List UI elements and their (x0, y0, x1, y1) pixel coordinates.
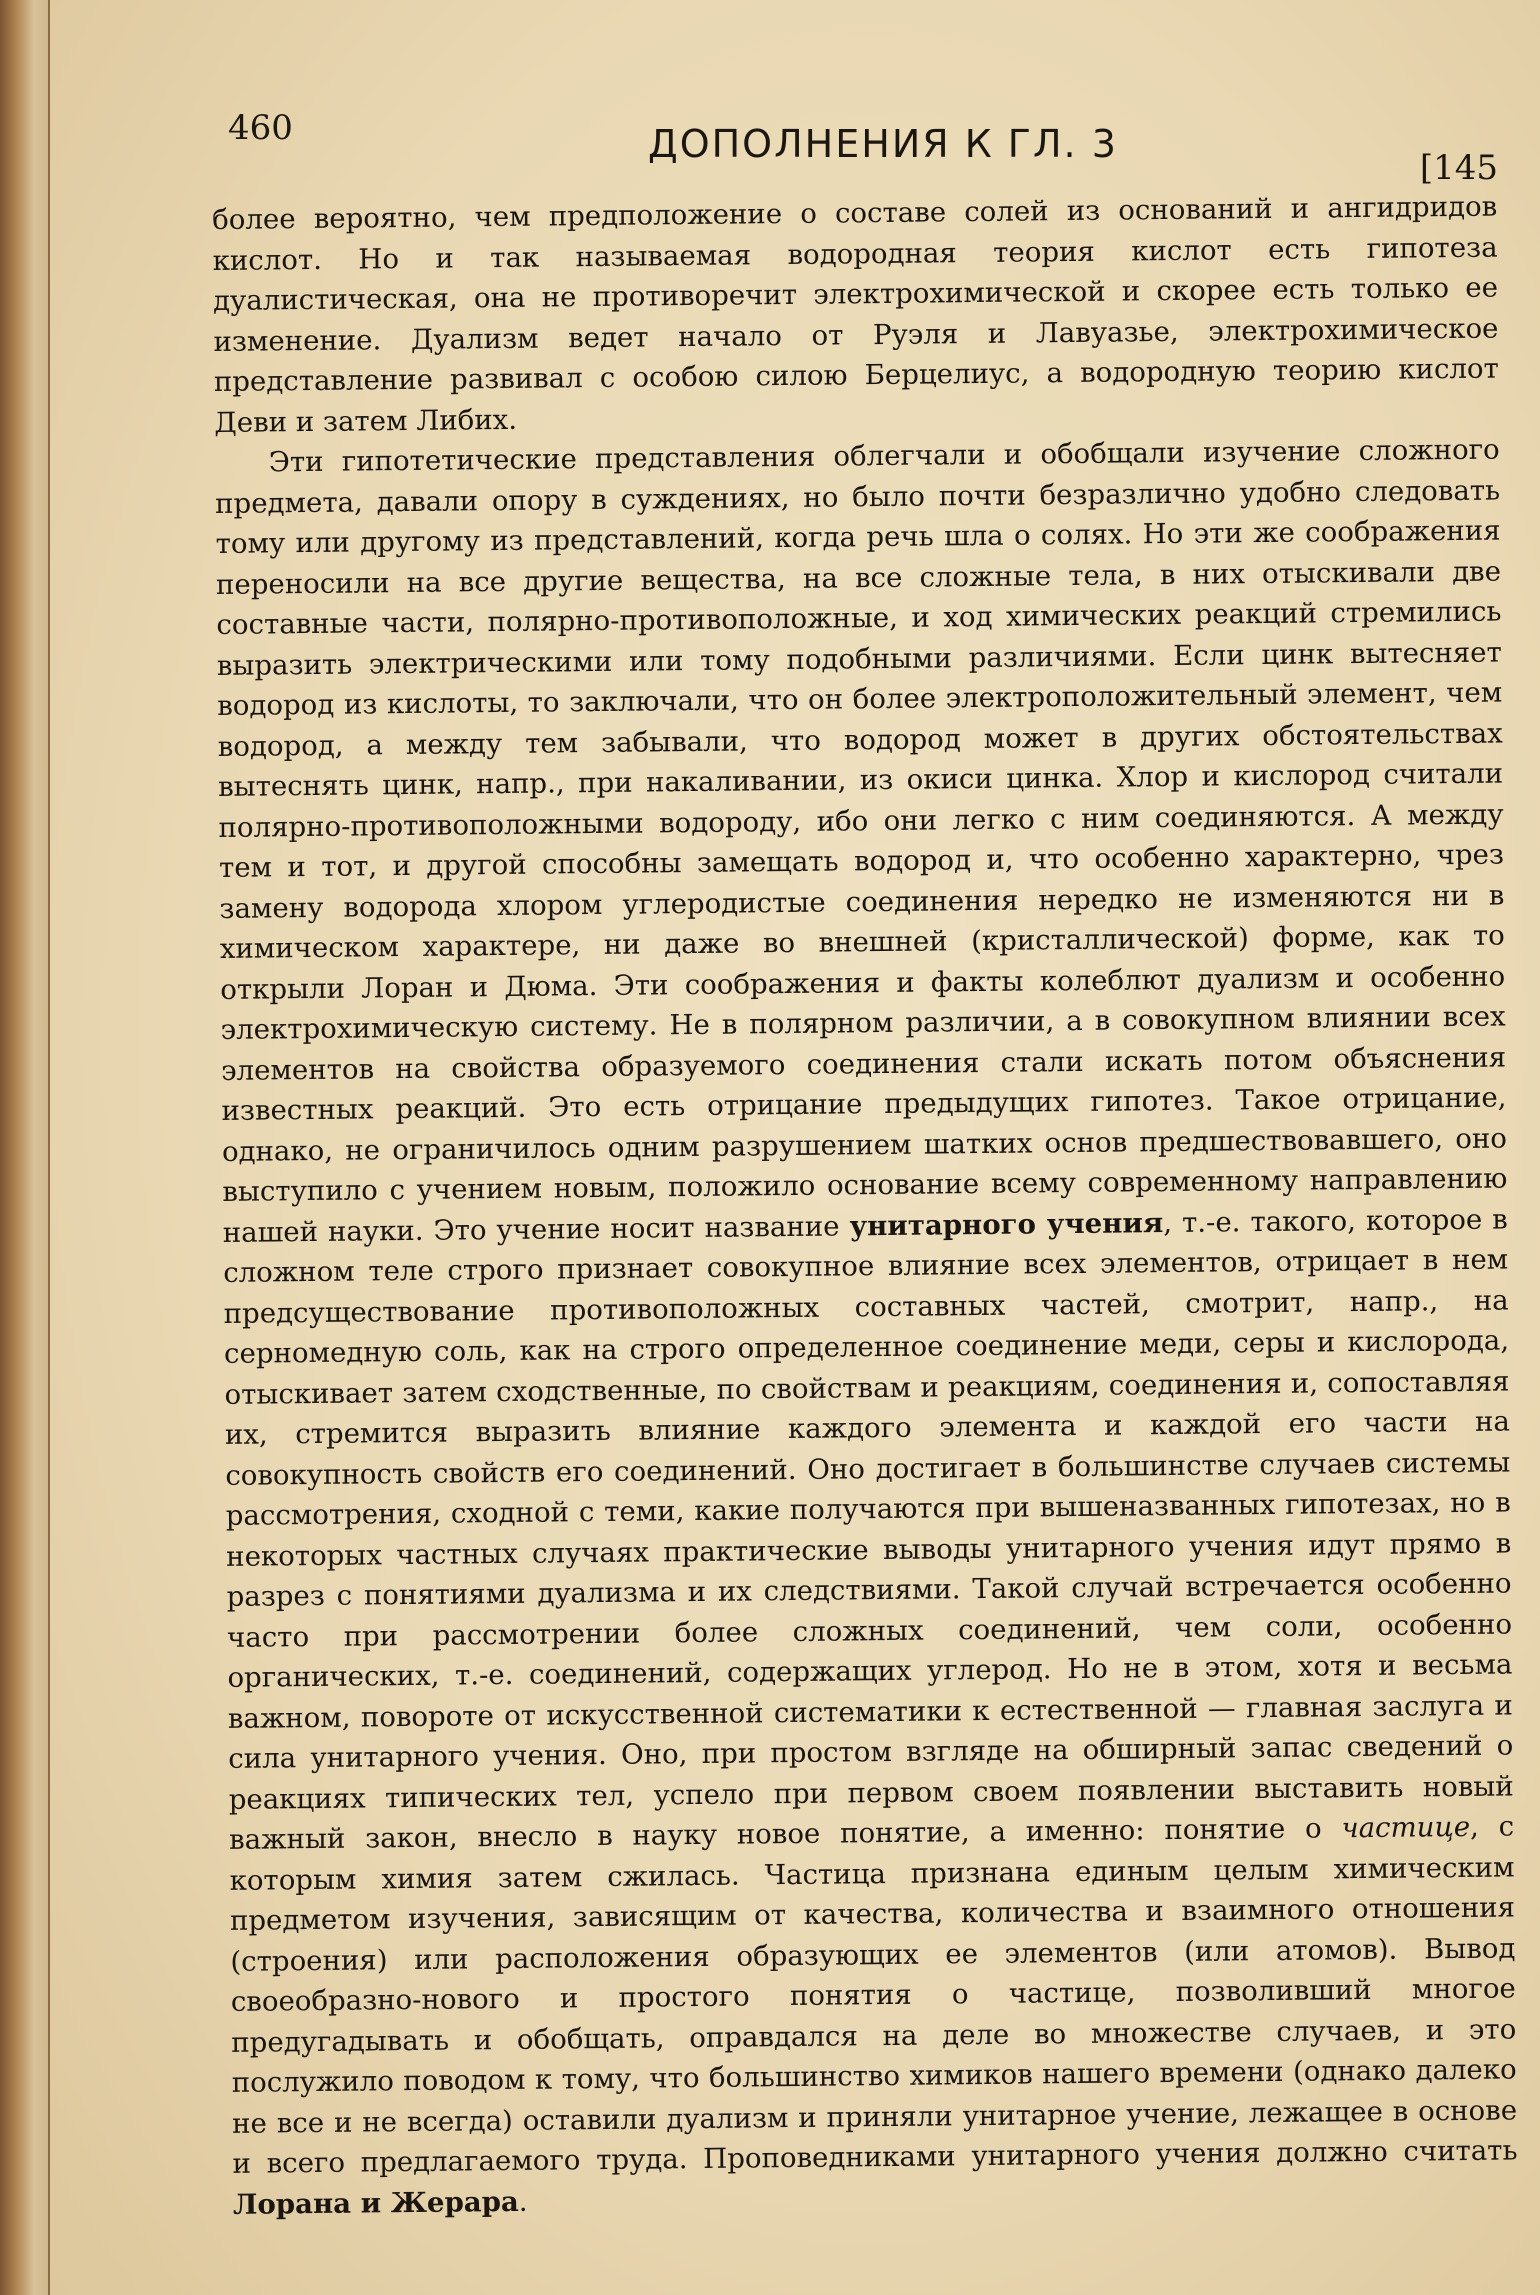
bold-names-laurent-gerhardt: Лорана и Жерара (232, 2184, 519, 2221)
paragraph-text: , с которым химия затем сжилась. Частица признана единым целым химическим предметом изучения, зависящим от качества, количества и взаимного отношения (строения) или расположения образующих ее элементов (или атомов). Вывод своеобразно-нового и простого понятия о частице, позволивший многое предугадывать и обобщать, оправдался на деле во множестве случаев, и это послужило поводом к тому, что большинство химиков нашего времени (однако далеко не все и не всегда) оставили дуализм и приняли унитарное учение, лежащее в основе и всего предлагаемого труда. Проповедниками унитарного учения должно считать (229, 1809, 1518, 2180)
page-header (228, 108, 1498, 188)
paragraph-text: Эти гипотетические представления облегчали и обобщали изучение сложного предмета, давали опору в суждениях, но было почти безразлично удобно следовать тому или другому из представлений, когда речь шла о солях. Но эти же соображения переносили на все другие вещества, на все сложные тела, в них отыскивали две составные части, полярно-противоположные, и ход химических реакций стремились выразить электрическими или тому подобными различиями. Если цинк вытесняет водород из кислоты, то заключали, что он более электроположительный элемент, чем водород, а между тем забывали, что водород может в других обстоятельствах вытеснять цинк, напр., при накаливании, из окиси цинка. Хлор и кислород считали полярно-противоположными водороду, ибо они легко с ним соединяются. А между тем и тот, и другой способны замещать водород и, что особенно характерно, чрез замену водорода хлором углеродистые соединения нередко не изменяются ни в химическом характере, ни даже во внешней (кристаллической) форме, как то открыли Лоран и Дюма. Эти соображения и факты колеблют дуализм и особенно электрохимическую систему. Не в полярном различии, а в совокупном влиянии всех элементов на свойства образуемого соединения стали искать потом объяснения известных реакций. Это есть отрицание предыдущих гипотез. Такое отрицание, однако, не ограничилось одним разрушением шатких основ предшествовавшего, оно выступило с учением новым, положило основание всему современному направлению нашей науки. Это учение носит название (215, 432, 1508, 1249)
paragraph-continuation: более вероятно, чем предположение о составе солей из оснований и ангидридов кислот. Но и так называемая водородная теория кислот есть гипотеза дуалистическая, она не противоречит электрохимической и скорее есть только ее изменение. Дуализм ведет начало от Руэля и Лавуазье, электрохимическое представление развивал с особою силою Берцелиус, а водородную теорию кислот Деви и затем Либих. (212, 189, 1500, 439)
section-reference: [145 (1419, 148, 1498, 188)
paragraph-end: . (518, 2184, 528, 2218)
paragraph-unitary-theory (215, 430, 1519, 2225)
paragraph-text: , т.-е. такого, которое в сложном теле строго признает совокупное влияние всех элементов, отрицает в нем предсуществование противоположных составных частей, смотрит, напр., на серномедную соль, как на строго определенное соединение меди, серы и кислорода, отыскивает затем сходственные, по свойствам и реакциям, соединения и, сопоставляя их, стремится выразить влияние каждого элемента и каждой его части на совокупность свойств его соединений. Оно достигает в большинстве случаев системы рассмотрения, сходной с теми, какие получаются при вышеназванных гипотезах, но в некоторых частных случаях практические выводы унитарного учения идут прямо в разрез с понятиями дуализма и их следствиями. Такой случай встречается особенно часто при рассмотрении более сложных соединений, чем соли, особенно органических, т.-е. соединений, содержащих углерод. Но не в этом, хотя и весьма важном, повороте от искусственной систематики к естественной — главная заслуга и сила унитарного учения. Оно, при простом взгляде на обширный запас сведений о реакциях типических тел, успело при первом своем появлении выставить новый важный закон, внесло в науку новое понятие, а именно: понятие о (223, 1201, 1514, 1856)
running-title: ДОПОЛНЕНИЯ К ГЛ. 3 (648, 122, 1118, 166)
body-text (212, 187, 1518, 2225)
page-number: 460 (228, 108, 293, 148)
bold-term-unitary-teaching: унитарного учения (849, 1205, 1164, 1242)
italic-term-particle: частице (1341, 1809, 1471, 1845)
